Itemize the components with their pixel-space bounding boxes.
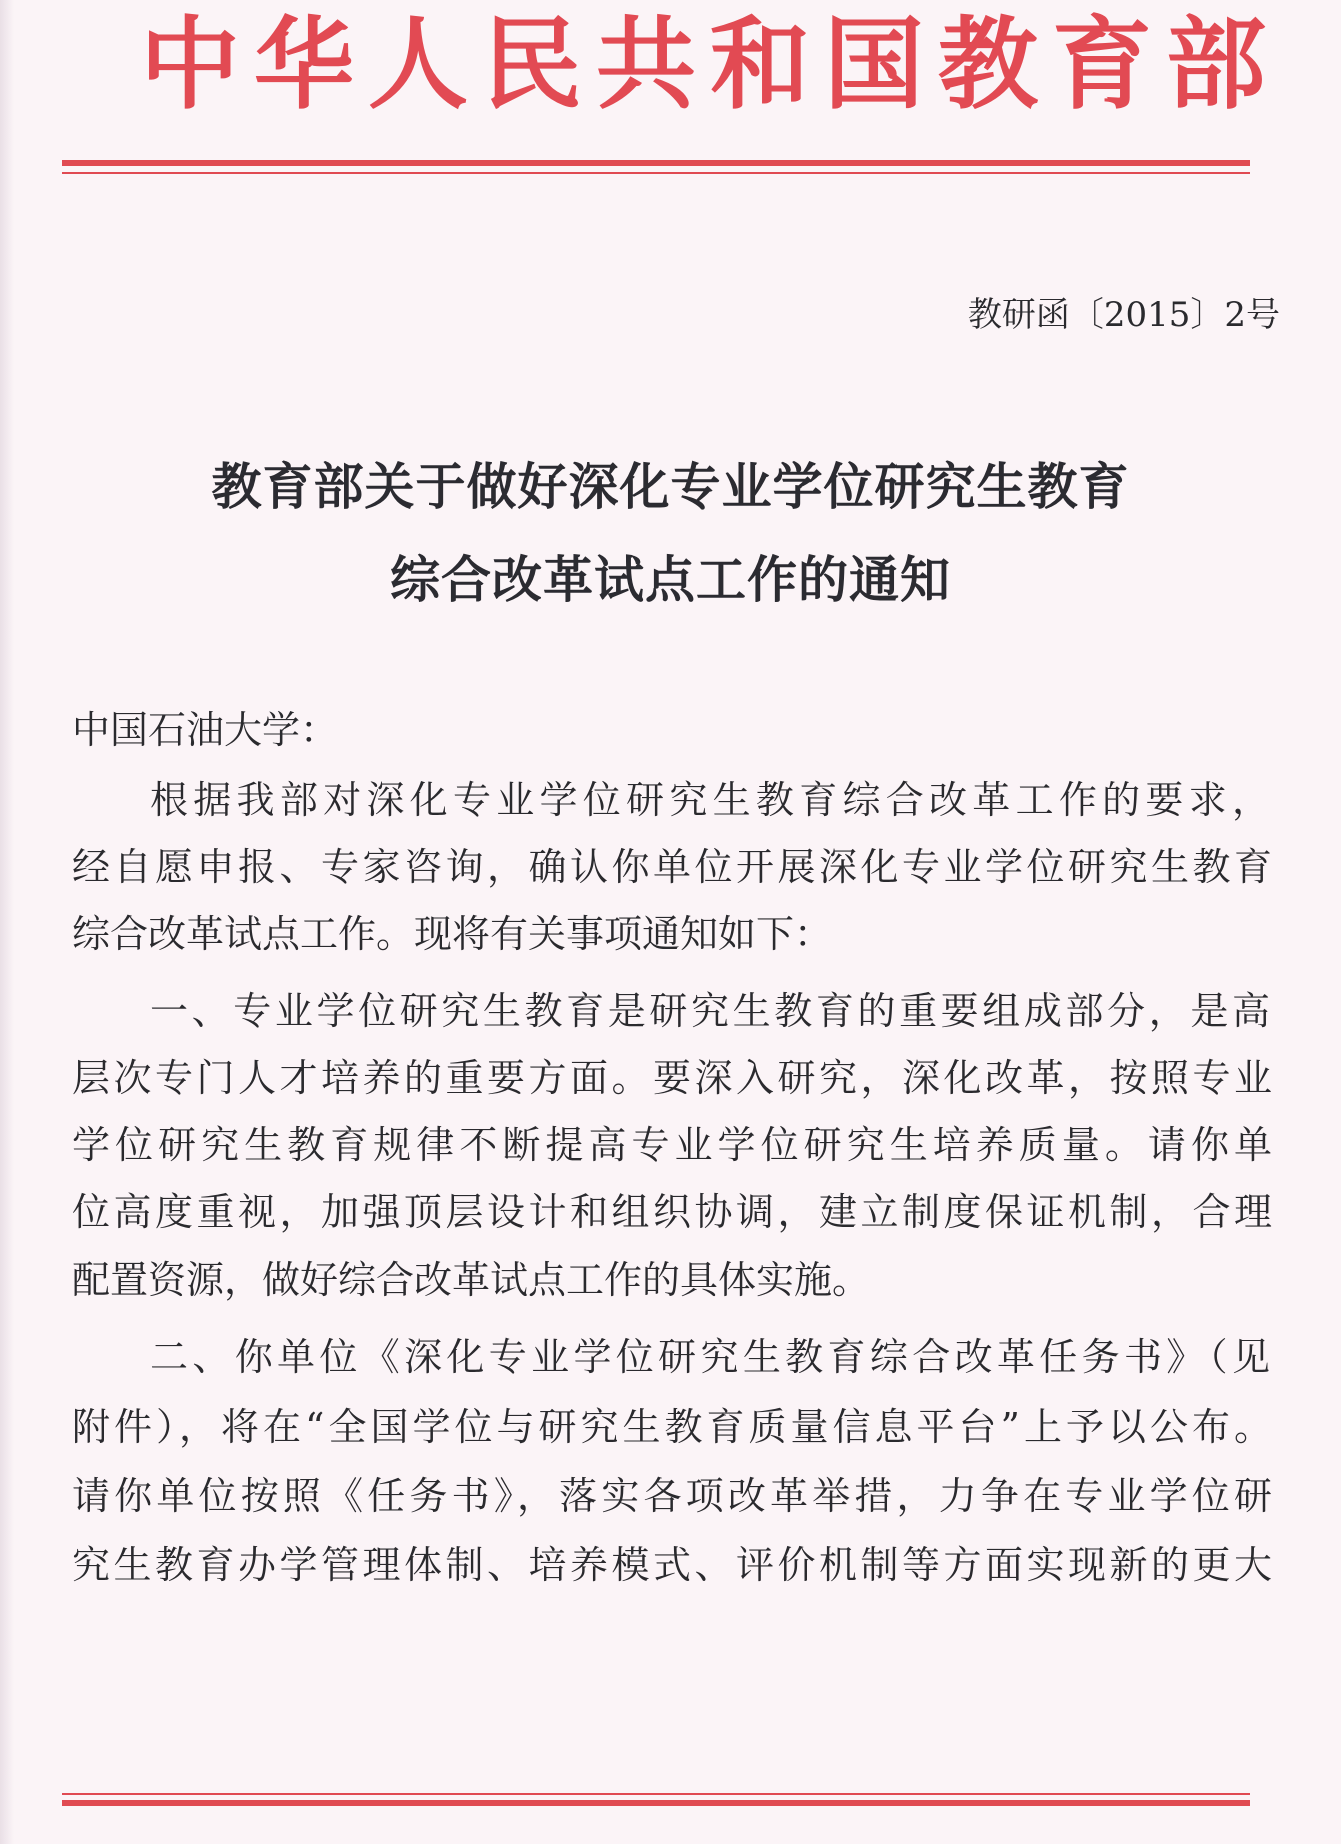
body-line: 层次专门人才培养的重要方面。要深入研究，深化改革，按照专业: [72, 1056, 1272, 1100]
scan-edge-shadow: [0, 0, 14, 1844]
footer-rule-thick: [62, 1800, 1250, 1806]
document-number: 教研函〔2015〕2号: [967, 295, 1280, 335]
masthead-rule-thick: [62, 160, 1250, 166]
body-line: 位高度重视，加强顶层设计和组织协调，建立制度保证机制，合理: [72, 1190, 1272, 1234]
salutation: 中国石油大学：: [72, 708, 339, 752]
masthead: 中华人民共和国教育部: [140, 6, 1280, 123]
body-line: 请你单位按照《任务书》，落实各项改革举措，力争在专业学位研: [72, 1474, 1272, 1518]
body-line: 一、专业学位研究生教育是研究生教育的重要组成部分，是高: [150, 989, 1270, 1033]
body-line: 学位研究生教育规律不断提高专业学位研究生培养质量。请你单: [72, 1123, 1272, 1167]
footer-rule-thin: [62, 1793, 1250, 1795]
document-title-line-2: 综合改革试点工作的通知: [390, 551, 951, 609]
masthead-rule-thin: [62, 172, 1250, 174]
body-line: 附件），将在“全国学位与研究生教育质量信息平台”上予以公布。: [72, 1405, 1272, 1449]
document-title-line-1: 教育部关于做好深化专业学位研究生教育: [211, 458, 1130, 516]
body-line: 经自愿申报、专家咨询，确认你单位开展深化专业学位研究生教育: [72, 845, 1272, 889]
body-line: 究生教育办学管理体制、培养模式、评价机制等方面实现新的更大: [72, 1543, 1272, 1587]
body-line: 综合改革试点工作。现将有关事项通知如下：: [72, 912, 833, 956]
body-line: 二、你单位《深化专业学位研究生教育综合改革任务书》（见: [150, 1335, 1270, 1379]
body-line: 配置资源，做好综合改革试点工作的具体实施。: [72, 1258, 871, 1302]
body-line: 根据我部对深化专业学位研究生教育综合改革工作的要求，: [150, 778, 1270, 822]
